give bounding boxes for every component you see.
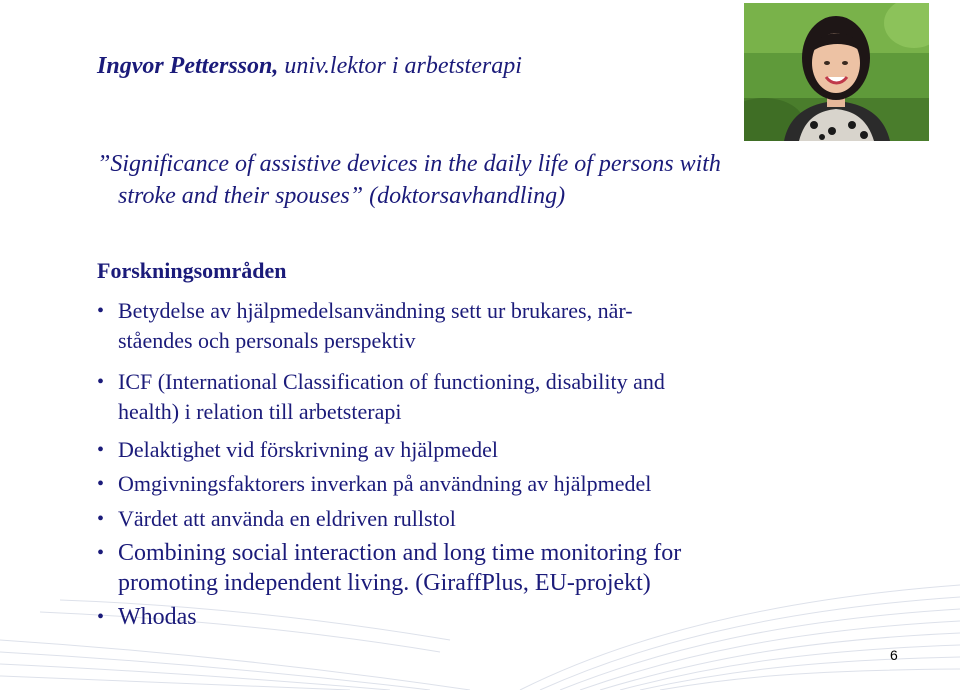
list-item-line: health) i relation till arbetsterapi	[118, 399, 402, 424]
bullet-icon: •	[97, 473, 105, 495]
presenter-title	[97, 53, 522, 80]
bullet-icon: •	[97, 300, 105, 322]
list-item-line: Whodas	[118, 604, 197, 630]
thesis-title	[97, 148, 797, 212]
bullet-icon: •	[97, 371, 105, 393]
bullet-icon: •	[97, 508, 105, 530]
list-item-line: Delaktighet vid förskrivning av hjälpmedel	[118, 437, 499, 462]
bullet-icon: •	[97, 542, 105, 564]
thesis-line-2: stroke and their spouses” (doktorsavhandling)	[118, 183, 566, 209]
list-item-line: ICF (International Classification of functioning, disability and	[118, 369, 665, 394]
presenter-name: Ingvor Pettersson,	[97, 53, 279, 79]
list-item	[97, 435, 808, 465]
list-item	[97, 296, 808, 356]
portrait-photo	[744, 3, 929, 141]
bullet-icon: •	[97, 439, 105, 461]
presenter-role: univ.lektor i arbetsterapi	[278, 53, 522, 79]
list-item-line: ståendes och personals perspektiv	[118, 328, 416, 353]
list-item-line: promoting independent living. (GiraffPlus, EU-projekt)	[118, 570, 651, 596]
thesis-line-1: ”Significance of assistive devices in the daily life of persons with	[97, 151, 721, 177]
list-item	[97, 504, 808, 534]
list-item	[97, 469, 808, 499]
list-item-line: Combining social interaction and long time monitoring for	[118, 540, 682, 566]
bullet-icon: •	[97, 606, 105, 628]
page-number: 6	[890, 647, 898, 663]
research-areas-heading: Forskningsområden	[97, 258, 287, 283]
list-item	[97, 602, 808, 632]
list-item	[97, 538, 808, 598]
list-item-line: Värdet att använda en eldriven rullstol	[118, 506, 456, 531]
list-item	[97, 367, 808, 427]
list-item-line: Omgivningsfaktorers inverkan på användning av hjälpmedel	[118, 471, 652, 496]
list-item-line: Betydelse av hjälpmedelsanvändning sett ur brukares, när-	[118, 298, 633, 323]
